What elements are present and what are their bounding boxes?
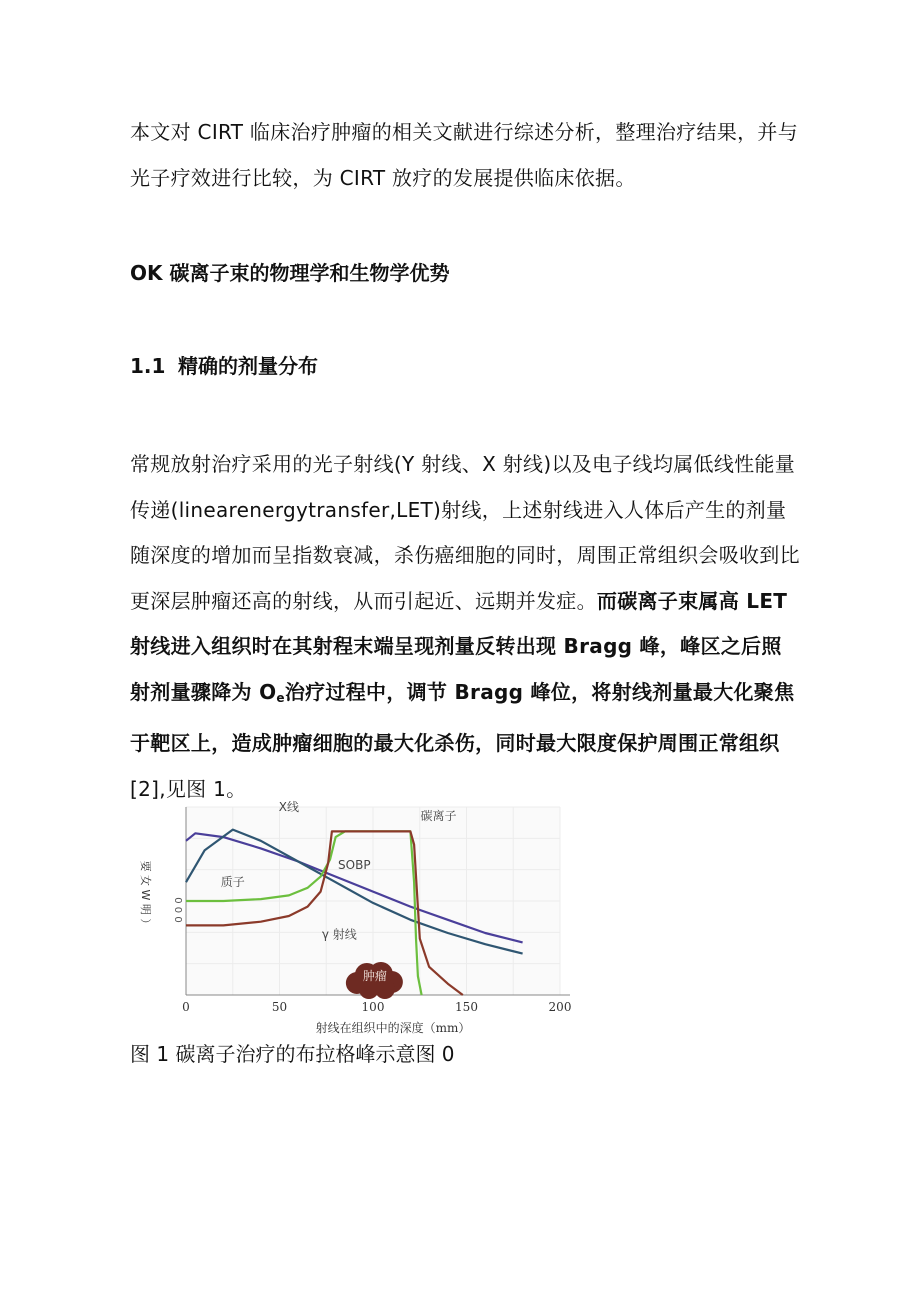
y-axis-inner-label: 0 0 0 [172,897,183,923]
chart-annotation: 质子 [220,874,245,889]
bragg-peak-chart [130,795,590,1040]
chart-annotation: X线 [278,799,299,814]
figure-caption: 图 1 碳离子治疗的布拉格峰示意图 0 [130,1042,455,1066]
x-tick-label: 150 [455,1000,478,1014]
body-paragraph [130,442,800,812]
intro-paragraph: 本文对 CIRT 临床治疗肿瘤的相关文献进行综述分析，整理治疗结果，并与光子疗效进行比较，为 CIRT 放疗的发展提供临床依据。 [130,120,799,190]
y-axis-label: 要 女 W 明 ） [139,860,152,930]
chart-annotation: γ 射线 [321,927,357,942]
body-bold-text-b: 治疗过程中，调节 Bragg 峰位，将射线剂量最大化聚焦于靶区上，造成肿瘤细胞的最大化杀伤，同时最大限度保护周围正常组织 [130,679,795,755]
section-heading: OK 碳离子束的物理学和生物学优势 [130,261,450,285]
x-tick-label: 100 [361,1000,385,1014]
chart-annotation: 碳离子 [420,809,457,824]
body-normal-text: 常规放射治疗采用的光子射线(Y 射线、X 射线)以及电子线均属低线性能量传递(linearenergytransfer,LET)射线，上述射线进入人体后产生的剂量随深度的增加而呈指数衰减，杀伤癌细胞的同时，周围正常组织会吸收到比更深层肿瘤还高的射线，从而引起近、远期并发症。 [130,452,800,613]
subsection-heading [130,350,318,379]
body-bold-subscript: e [276,690,285,705]
body-bold-text-a: 而碳离子束属高 LET 射线进入组织时在其射程末端呈现剂量反转出现 Bragg 峰，峰区之后照射剂量骤降为 O [130,588,788,704]
chart-annotation: 肿瘤 [362,968,387,983]
x-tick-label: 50 [271,1000,288,1014]
body-citation: [2],见图 1。 [130,776,247,801]
x-axis-label: 射线在组织中的深度（mm） [315,1021,471,1035]
x-tick-label: 0 [182,1000,190,1014]
subsection-title: 精确的剂量分布 [178,354,318,378]
subsection-number: 1.1 [130,354,166,378]
x-tick-label: 200 [548,1000,572,1014]
chart-annotation: SOBP [338,858,371,873]
bragg-peak-figure [130,795,590,1040]
